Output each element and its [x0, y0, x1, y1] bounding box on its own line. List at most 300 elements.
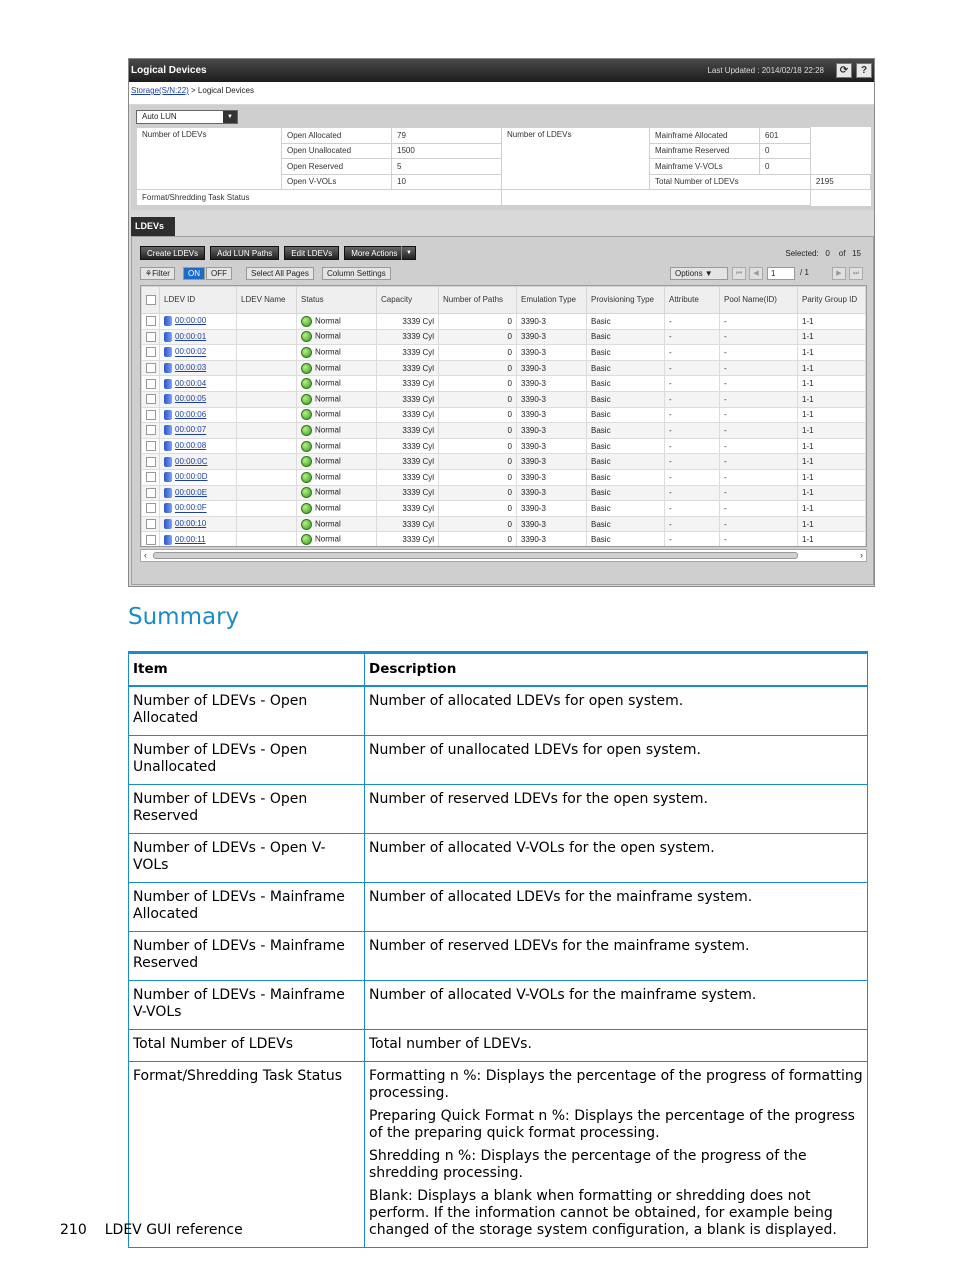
- last-page-icon[interactable]: ⏭: [849, 267, 863, 280]
- col-emulation-type[interactable]: Emulation Type: [517, 287, 587, 314]
- ldev-id-link[interactable]: 00:00:06: [175, 409, 207, 419]
- status-cell: [297, 532, 377, 547]
- attribute-cell: -: [665, 376, 720, 392]
- scroll-left-icon[interactable]: ‹: [144, 550, 147, 560]
- ldev-id-link[interactable]: 00:00:0F: [175, 503, 207, 513]
- summary-table-header: [129, 653, 868, 686]
- status-normal-icon: [301, 363, 312, 374]
- provisioning-cell: Basic: [587, 438, 665, 454]
- description-cell: [365, 686, 868, 736]
- tab-ldevs[interactable]: LDEVs: [131, 217, 175, 236]
- paths-cell: 0: [439, 391, 517, 407]
- scrollbar-thumb[interactable]: [153, 552, 798, 559]
- paths-cell: 0: [439, 329, 517, 345]
- parity-cell: 1-1: [798, 469, 866, 485]
- summary-row: [129, 735, 868, 784]
- ldev-id-cell: [160, 532, 237, 547]
- ldev-name-cell: [237, 423, 297, 439]
- ldev-id-link[interactable]: 00:00:0D: [175, 472, 208, 482]
- status-normal-icon: [301, 519, 312, 530]
- parity-cell: 1-1: [798, 314, 866, 330]
- row-checkbox[interactable]: [142, 407, 160, 423]
- capacity-cell: 3339 Cyl: [377, 501, 439, 517]
- mf-number-label: Number of LDEVs: [502, 128, 650, 190]
- row-checkbox[interactable]: [142, 438, 160, 454]
- status-normal-icon: [301, 425, 312, 436]
- description-cell: [365, 784, 868, 833]
- emulation-cell: 3390-3: [517, 485, 587, 501]
- item-cell: Format/Shredding Task Status: [129, 1061, 365, 1247]
- paths-cell: 0: [439, 469, 517, 485]
- window-titlebar: [129, 59, 874, 82]
- ldev-id-cell: [160, 438, 237, 454]
- item-cell: Number of LDEVs - Open Unallocated: [129, 735, 365, 784]
- table-row[interactable]: [142, 485, 866, 501]
- pool-cell: -: [720, 345, 798, 361]
- status-text: Normal: [315, 347, 341, 357]
- filter-on-toggle[interactable]: ON: [183, 267, 205, 280]
- summary-row: [129, 1029, 868, 1061]
- add-lun-paths-button[interactable]: Add LUN Paths: [210, 246, 279, 260]
- total-ldevs-value: 2195: [810, 174, 870, 190]
- provisioning-cell: Basic: [587, 314, 665, 330]
- ldevs-table-container: [140, 285, 867, 547]
- capacity-cell: 3339 Cyl: [377, 391, 439, 407]
- status-text: Normal: [315, 519, 341, 529]
- ldev-id-link[interactable]: 00:00:00: [175, 316, 207, 326]
- ldev-id-link[interactable]: 00:00:10: [175, 519, 207, 529]
- mf-vvols-label: Mainframe V-VOLs: [650, 159, 760, 175]
- open-number-label: Number of LDEVs: [137, 128, 282, 190]
- item-cell: Number of LDEVs - Mainframe Allocated: [129, 882, 365, 931]
- col-number-of-paths[interactable]: Number of Paths: [439, 287, 517, 314]
- summary-row: [129, 686, 868, 736]
- table-row[interactable]: [142, 469, 866, 485]
- col-pool-name[interactable]: Pool Name(ID): [720, 287, 798, 314]
- pool-cell: -: [720, 314, 798, 330]
- selected-total: 15: [852, 249, 861, 258]
- ldev-id-cell: [160, 360, 237, 376]
- description-cell: [365, 980, 868, 1029]
- paths-cell: 0: [439, 454, 517, 470]
- ldev-icon: [164, 332, 172, 342]
- ldev-name-cell: [237, 501, 297, 517]
- status-text: Normal: [315, 316, 341, 326]
- emulation-cell: 3390-3: [517, 345, 587, 361]
- open-reserved-value: 5: [392, 159, 502, 175]
- ldev-icon: [164, 410, 172, 420]
- create-ldevs-button[interactable]: Create LDEVs: [140, 246, 205, 260]
- capacity-cell: 3339 Cyl: [377, 516, 439, 532]
- attribute-cell: -: [665, 485, 720, 501]
- open-unallocated-value: 1500: [392, 143, 502, 159]
- ldev-id-cell: [160, 376, 237, 392]
- table-row[interactable]: [142, 438, 866, 454]
- status-normal-icon: [301, 394, 312, 405]
- emulation-cell: 3390-3: [517, 360, 587, 376]
- emulation-cell: 3390-3: [517, 376, 587, 392]
- row-checkbox[interactable]: [142, 423, 160, 439]
- emulation-cell: 3390-3: [517, 532, 587, 547]
- status-text: Normal: [315, 332, 341, 341]
- pool-cell: -: [720, 501, 798, 517]
- open-reserved-label: Open Reserved: [282, 159, 392, 175]
- description-cell: [365, 931, 868, 980]
- table-row[interactable]: [142, 516, 866, 532]
- ldev-id-cell: [160, 516, 237, 532]
- col-capacity[interactable]: Capacity: [377, 287, 439, 314]
- description-cell: [365, 1029, 868, 1061]
- col-status[interactable]: Status: [297, 287, 377, 314]
- ldev-id-link[interactable]: 00:00:05: [175, 394, 207, 404]
- filter-button[interactable]: ⚘Filter: [140, 267, 175, 280]
- status-normal-icon: [301, 331, 312, 342]
- item-cell: Total Number of LDEVs: [129, 1029, 365, 1061]
- ldev-name-cell: [237, 407, 297, 423]
- description-paragraph: Number of allocated LDEVs for the mainframe system.: [369, 888, 753, 905]
- description-paragraph: Number of allocated LDEVs for open system.: [369, 692, 684, 709]
- capacity-cell: 3339 Cyl: [377, 314, 439, 330]
- ldev-id-link[interactable]: 00:00:11: [175, 534, 206, 544]
- paths-cell: 0: [439, 345, 517, 361]
- ldevs-table: [141, 286, 866, 547]
- prev-page-icon[interactable]: ◀: [749, 267, 763, 280]
- attribute-cell: -: [665, 391, 720, 407]
- pool-cell: -: [720, 423, 798, 439]
- description-paragraph: Number of reserved LDEVs for the open system.: [369, 790, 708, 807]
- page-of: / 1: [800, 268, 809, 277]
- status-normal-icon: [301, 441, 312, 452]
- status-text: Normal: [315, 363, 341, 373]
- capacity-cell: 3339 Cyl: [377, 423, 439, 439]
- summary-table: [128, 651, 868, 1248]
- emulation-cell: 3390-3: [517, 469, 587, 485]
- ldev-id-link[interactable]: 00:00:0C: [175, 456, 208, 466]
- first-page-icon[interactable]: ⏮: [732, 267, 746, 280]
- pool-cell: -: [720, 485, 798, 501]
- ldev-id-link[interactable]: 00:00:08: [175, 441, 207, 451]
- row-checkbox[interactable]: [142, 469, 160, 485]
- status-normal-icon: [301, 409, 312, 420]
- attribute-cell: -: [665, 423, 720, 439]
- ldev-id-cell: [160, 314, 237, 330]
- table-row[interactable]: [142, 423, 866, 439]
- table-row[interactable]: [142, 391, 866, 407]
- ldev-id-link[interactable]: 00:00:04: [175, 378, 207, 388]
- ldev-id-cell: [160, 329, 237, 345]
- mf-allocated-label: Mainframe Allocated: [650, 128, 760, 144]
- attribute-cell: -: [665, 454, 720, 470]
- table-row[interactable]: [142, 501, 866, 517]
- paths-cell: 0: [439, 438, 517, 454]
- row-checkbox[interactable]: [142, 345, 160, 361]
- emulation-cell: 3390-3: [517, 454, 587, 470]
- breadcrumb: [129, 82, 874, 104]
- ldev-id-link[interactable]: 00:00:07: [175, 425, 207, 435]
- open-allocated-value: 79: [392, 128, 502, 144]
- pool-cell: -: [720, 376, 798, 392]
- pool-cell: -: [720, 454, 798, 470]
- ldev-name-cell: [237, 469, 297, 485]
- provisioning-cell: Basic: [587, 469, 665, 485]
- status-text: Normal: [315, 425, 341, 435]
- item-cell: Number of LDEVs - Open V-VOLs: [129, 833, 365, 882]
- chevron-down-icon: ▼: [223, 111, 237, 123]
- provisioning-cell: Basic: [587, 532, 665, 547]
- pool-cell: -: [720, 532, 798, 547]
- row-checkbox[interactable]: [142, 314, 160, 330]
- section-heading: Summary: [128, 604, 240, 630]
- attribute-cell: -: [665, 516, 720, 532]
- paths-cell: 0: [439, 532, 517, 547]
- parity-cell: 1-1: [798, 329, 866, 345]
- capacity-cell: 3339 Cyl: [377, 454, 439, 470]
- next-page-icon[interactable]: ▶: [832, 267, 846, 280]
- ldev-name-cell: [237, 391, 297, 407]
- parity-cell: 1-1: [798, 516, 866, 532]
- provisioning-cell: Basic: [587, 423, 665, 439]
- ldev-id-link[interactable]: 00:00:0E: [175, 487, 208, 497]
- capacity-cell: 3339 Cyl: [377, 485, 439, 501]
- col-ldev-id[interactable]: LDEV ID: [160, 287, 237, 314]
- ldev-icon: [164, 425, 172, 435]
- status-normal-icon: [301, 472, 312, 483]
- table-row[interactable]: [142, 360, 866, 376]
- status-cell: [297, 329, 377, 345]
- summary-row: [129, 882, 868, 931]
- more-actions-label: More Actions: [351, 249, 398, 258]
- pool-cell: -: [720, 516, 798, 532]
- description-cell: [365, 1061, 868, 1247]
- parity-cell: 1-1: [798, 454, 866, 470]
- breadcrumb-current: > Logical Devices: [188, 86, 254, 95]
- capacity-cell: 3339 Cyl: [377, 438, 439, 454]
- ldev-icon: [164, 503, 172, 513]
- ldev-id-link[interactable]: 00:00:03: [175, 363, 207, 373]
- ldevs-panel: [131, 236, 874, 585]
- auto-lun-select[interactable]: [136, 110, 238, 124]
- status-normal-icon: [301, 503, 312, 514]
- selected-count: [785, 249, 861, 258]
- paths-cell: 0: [439, 376, 517, 392]
- ldev-icon: [164, 519, 172, 529]
- page-number: 210: [60, 1222, 87, 1238]
- summary-row: [129, 980, 868, 1029]
- page-input[interactable]: 1: [767, 267, 795, 280]
- refresh-icon[interactable]: ⟳: [836, 63, 852, 78]
- paths-cell: 0: [439, 314, 517, 330]
- provisioning-cell: Basic: [587, 407, 665, 423]
- attribute-cell: -: [665, 329, 720, 345]
- col-ldev-name[interactable]: LDEV Name: [237, 287, 297, 314]
- status-cell: [297, 391, 377, 407]
- auto-lun-value: Auto LUN: [142, 112, 177, 121]
- column-settings-button[interactable]: Column Settings: [322, 267, 391, 280]
- emulation-cell: 3390-3: [517, 391, 587, 407]
- ldev-icon: [164, 441, 172, 451]
- horizontal-scrollbar[interactable]: [140, 549, 867, 562]
- status-text: Normal: [315, 378, 341, 388]
- table-row[interactable]: [142, 454, 866, 470]
- summary-panel: [131, 105, 874, 210]
- status-cell: [297, 360, 377, 376]
- status-cell: [297, 485, 377, 501]
- emulation-cell: 3390-3: [517, 516, 587, 532]
- row-checkbox[interactable]: [142, 485, 160, 501]
- pool-cell: -: [720, 407, 798, 423]
- parity-cell: 1-1: [798, 423, 866, 439]
- description-paragraph: Number of reserved LDEVs for the mainframe system.: [369, 937, 750, 954]
- status-text: Normal: [315, 456, 341, 466]
- status-text: Normal: [315, 472, 341, 482]
- ldev-id-cell: [160, 454, 237, 470]
- capacity-cell: 3339 Cyl: [377, 345, 439, 361]
- col-description: Description: [365, 653, 868, 686]
- provisioning-cell: Basic: [587, 376, 665, 392]
- help-button[interactable]: ?: [856, 63, 872, 78]
- edit-ldevs-button[interactable]: Edit LDEVs: [284, 246, 339, 260]
- parity-cell: 1-1: [798, 360, 866, 376]
- parity-cell: 1-1: [798, 501, 866, 517]
- more-actions-button[interactable]: [344, 246, 416, 260]
- table-row[interactable]: [142, 345, 866, 361]
- ldev-id-cell: [160, 391, 237, 407]
- pool-cell: -: [720, 438, 798, 454]
- emulation-cell: 3390-3: [517, 438, 587, 454]
- row-checkbox[interactable]: [142, 532, 160, 547]
- summary-grid: [136, 127, 871, 206]
- last-updated: Last Updated : 2014/02/18 22:28: [707, 66, 824, 75]
- row-checkbox[interactable]: [142, 329, 160, 345]
- paths-cell: 0: [439, 360, 517, 376]
- capacity-cell: 3339 Cyl: [377, 360, 439, 376]
- provisioning-cell: Basic: [587, 516, 665, 532]
- table-row[interactable]: [142, 407, 866, 423]
- status-cell: [297, 376, 377, 392]
- emulation-cell: 3390-3: [517, 314, 587, 330]
- ldev-id-link[interactable]: 00:00:01: [175, 332, 207, 341]
- row-checkbox[interactable]: [142, 376, 160, 392]
- col-attribute[interactable]: Attribute: [665, 287, 720, 314]
- parity-cell: 1-1: [798, 532, 866, 547]
- table-row[interactable]: [142, 329, 866, 345]
- select-all-pages-button[interactable]: Select All Pages: [246, 267, 314, 280]
- status-normal-icon: [301, 378, 312, 389]
- table-row[interactable]: [142, 532, 866, 547]
- row-checkbox[interactable]: [142, 391, 160, 407]
- ldev-id-cell: [160, 423, 237, 439]
- status-normal-icon: [301, 534, 312, 545]
- ldev-icon: [164, 316, 172, 326]
- table-header-row: [142, 287, 866, 314]
- attribute-cell: -: [665, 501, 720, 517]
- provisioning-cell: Basic: [587, 485, 665, 501]
- provisioning-cell: Basic: [587, 454, 665, 470]
- summary-row: [129, 1061, 868, 1247]
- parity-cell: 1-1: [798, 438, 866, 454]
- item-cell: Number of LDEVs - Mainframe Reserved: [129, 931, 365, 980]
- format-status-value: [502, 190, 811, 206]
- ldev-id-cell: [160, 501, 237, 517]
- description-cell: [365, 882, 868, 931]
- window-title: Logical Devices: [131, 65, 207, 76]
- description-paragraph: Number of allocated V-VOLs for the open system.: [369, 839, 715, 856]
- status-normal-icon: [301, 316, 312, 327]
- select-all-checkbox[interactable]: [142, 287, 160, 314]
- parity-cell: 1-1: [798, 485, 866, 501]
- options-button[interactable]: Options ▼: [670, 267, 728, 280]
- format-status-label: Format/Shredding Task Status: [137, 190, 502, 206]
- ldev-id-cell: [160, 469, 237, 485]
- description-paragraph: Formatting n %: Displays the percentage of the progress of formatting processing.: [369, 1067, 863, 1101]
- breadcrumb-storage-link[interactable]: Storage(S/N:22): [131, 86, 189, 95]
- ldev-icon: [164, 488, 172, 498]
- attribute-cell: -: [665, 532, 720, 547]
- mf-vvols-value: 0: [760, 159, 811, 175]
- row-checkbox[interactable]: [142, 454, 160, 470]
- item-cell: Number of LDEVs - Mainframe V-VOLs: [129, 980, 365, 1029]
- open-vvols-label: Open V-VOLs: [282, 174, 392, 190]
- pool-cell: -: [720, 391, 798, 407]
- mf-allocated-value: 601: [760, 128, 811, 144]
- filter-toolbar: [140, 267, 867, 281]
- mf-reserved-label: Mainframe Reserved: [650, 143, 760, 159]
- ldev-name-cell: [237, 329, 297, 345]
- description-paragraph: Preparing Quick Format n %: Displays the percentage of the progress of the preparing quick format processing.: [369, 1107, 855, 1141]
- row-checkbox[interactable]: [142, 516, 160, 532]
- footer-section: LDEV GUI reference: [104, 1222, 243, 1238]
- filter-off-toggle[interactable]: OFF: [206, 267, 232, 280]
- capacity-cell: 3339 Cyl: [377, 469, 439, 485]
- description-paragraph: Total number of LDEVs.: [369, 1035, 532, 1052]
- ldev-icon: [164, 363, 172, 373]
- scroll-right-icon[interactable]: ›: [860, 550, 863, 560]
- status-cell: [297, 345, 377, 361]
- status-normal-icon: [301, 347, 312, 358]
- open-allocated-label: Open Allocated: [282, 128, 392, 144]
- total-ldevs-label: Total Number of LDEVs: [650, 174, 811, 190]
- pool-cell: -: [720, 329, 798, 345]
- row-checkbox[interactable]: [142, 501, 160, 517]
- col-provisioning-type[interactable]: Provisioning Type: [587, 287, 665, 314]
- status-cell: [297, 438, 377, 454]
- status-text: Normal: [315, 441, 341, 451]
- emulation-cell: 3390-3: [517, 407, 587, 423]
- ldev-id-link[interactable]: 00:00:02: [175, 347, 207, 357]
- row-checkbox[interactable]: [142, 360, 160, 376]
- attribute-cell: -: [665, 345, 720, 361]
- status-cell: [297, 469, 377, 485]
- attribute-cell: -: [665, 314, 720, 330]
- attribute-cell: -: [665, 438, 720, 454]
- paths-cell: 0: [439, 516, 517, 532]
- ldev-icon: [164, 457, 172, 467]
- capacity-cell: 3339 Cyl: [377, 376, 439, 392]
- summary-row: [129, 784, 868, 833]
- status-text: Normal: [315, 409, 341, 419]
- description-paragraph: Blank: Displays a blank when formatting or shredding does not perform. If the information cannot be obtained, for example being changed of the storage system configuration, a blank is displayed.: [369, 1187, 837, 1238]
- status-cell: [297, 501, 377, 517]
- description-paragraph: Number of allocated V-VOLs for the mainframe system.: [369, 986, 757, 1003]
- ldev-icon: [164, 535, 172, 545]
- provisioning-cell: Basic: [587, 345, 665, 361]
- status-cell: [297, 314, 377, 330]
- selected-of: of: [838, 249, 846, 258]
- description-paragraph: Shredding n %: Displays the percentage of the progress of the shredding processing.: [369, 1147, 807, 1181]
- table-row[interactable]: [142, 314, 866, 330]
- table-row[interactable]: [142, 376, 866, 392]
- col-parity-group-id[interactable]: Parity Group ID: [798, 287, 866, 314]
